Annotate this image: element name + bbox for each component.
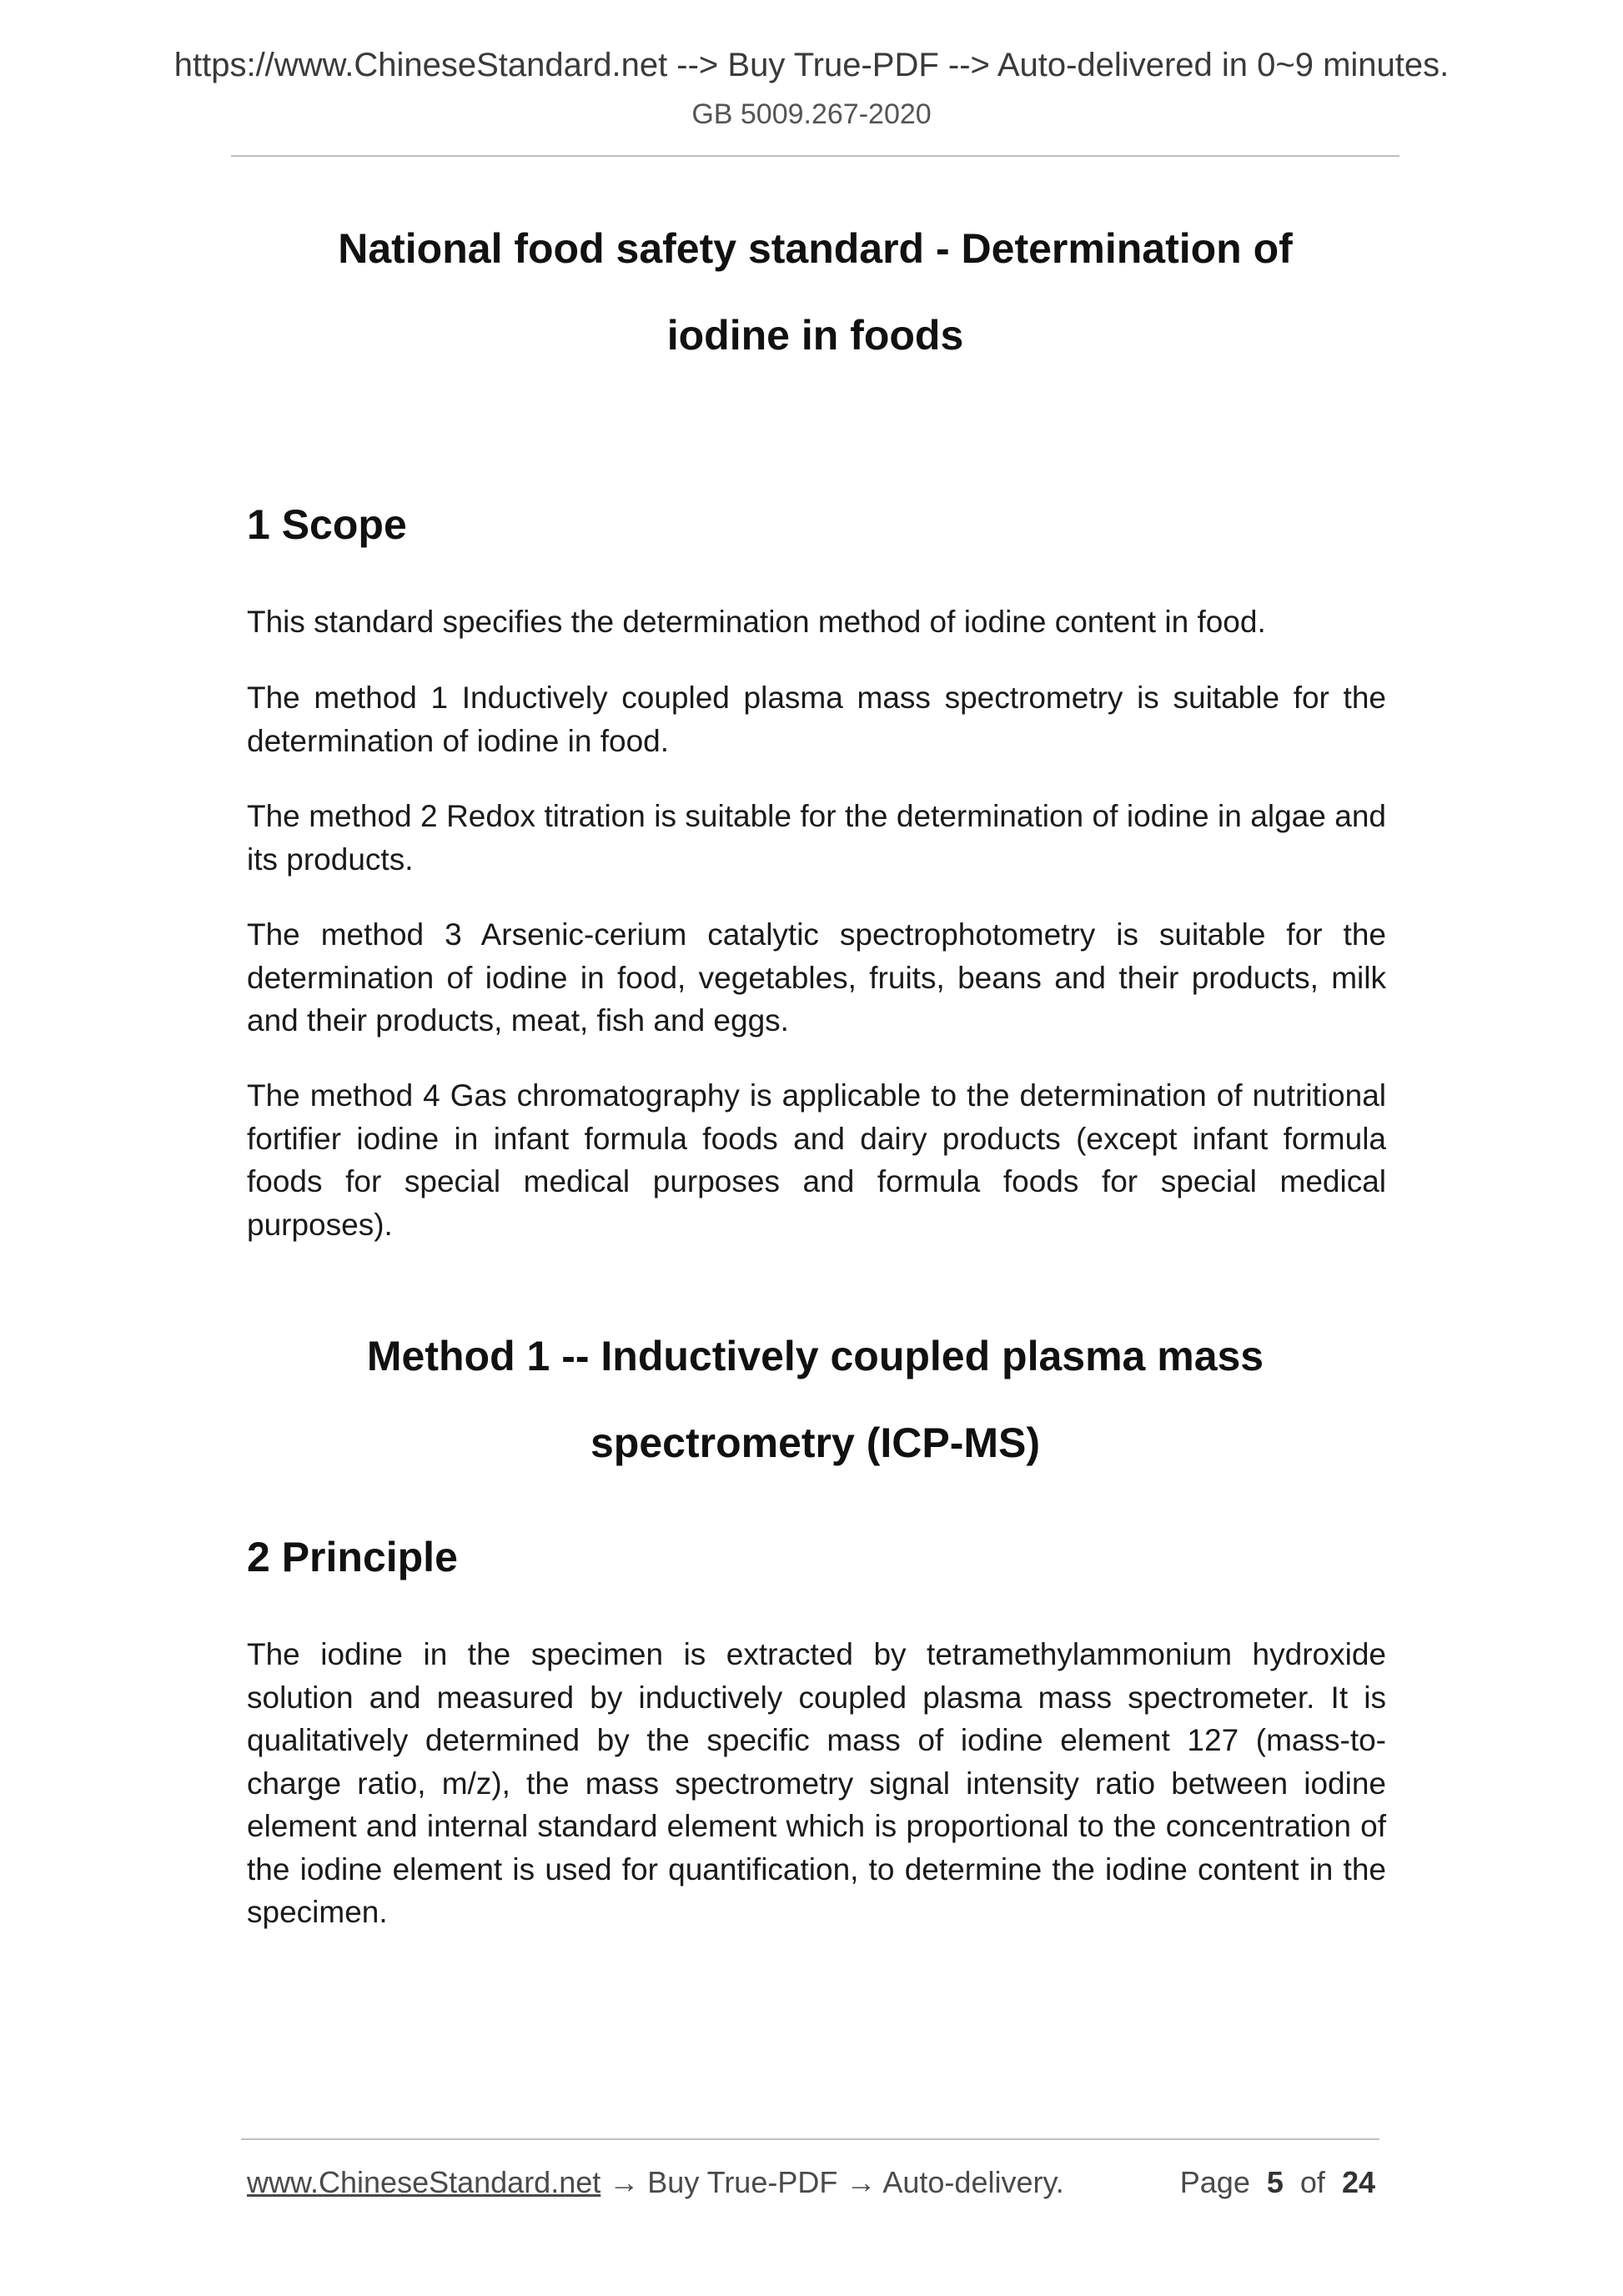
arrow-right-icon: → bbox=[846, 2165, 877, 2199]
principle-heading: 2 Principle bbox=[247, 1534, 458, 1580]
scope-paragraph: This standard specifies the determination method of iodine content in food. bbox=[247, 605, 1266, 639]
standard-code: GB 5009.267-2020 bbox=[691, 98, 932, 130]
footer-promo bbox=[247, 2165, 1064, 2200]
footer-site-link[interactable]: www.ChineseStandard.net bbox=[247, 2165, 601, 2199]
principle-paragraph: The iodine in the specimen is extracted by tetramethylammonium hydroxide solution and measured by inductively coupled plasma mass spectrometer. It is qualitatively determined by the specific mass of iodine element 127 (mass-to-charge ratio, m/z), the mass spectrometry signal intensity ratio between iodine element and internal standard element which is proportional to the concentration of the iodine element is used for quantification, to determine the iodine content in the specimen. bbox=[247, 1637, 1386, 1929]
scope-heading: 1 Scope bbox=[247, 501, 407, 548]
source-banner: https://www.ChineseStandard.net --> Buy True-PDF --> Auto-delivered in 0~9 minutes. bbox=[173, 47, 1450, 83]
scope-paragraph: The method 1 Inductively coupled plasma mass spectrometry is suitable for the determination of iodine in food. bbox=[247, 681, 1386, 758]
page-current: 5 bbox=[1266, 2165, 1284, 2199]
footer-buy-text: Buy True-PDF bbox=[647, 2165, 838, 2199]
scope-paragraph: The method 4 Gas chromatography is applicable to the determination of nutritional fortifier iodine in infant formula foods and dairy products (except infant formula foods for special medical purposes and formula foods for special medical purposes). bbox=[247, 1078, 1386, 1242]
header-divider bbox=[231, 155, 1399, 157]
scope-paragraph: The method 3 Arsenic-cerium catalytic spectrophotometry is suitable for the determination of iodine in food, vegetables, fruits, beans and their products, milk and their products, meat, fish and eggs. bbox=[247, 917, 1386, 1037]
method-1-title bbox=[231, 1313, 1399, 1486]
document-title-line-1: National food safety standard - Determination of bbox=[338, 225, 1293, 272]
arrow-right-icon: → bbox=[609, 2165, 640, 2199]
scope-paragraph: The method 2 Redox titration is suitable for the determination of iodine in algae and its products. bbox=[247, 799, 1386, 877]
method-1-title-line-1: Method 1 -- Inductively coupled plasma mass bbox=[366, 1333, 1264, 1379]
page-label: Page bbox=[1179, 2165, 1250, 2199]
page-indicator bbox=[1180, 2165, 1375, 2200]
document-title bbox=[231, 205, 1399, 379]
page-total: 24 bbox=[1341, 2165, 1375, 2199]
footer-delivery-text: Auto-delivery. bbox=[882, 2165, 1064, 2199]
page-of: of bbox=[1299, 2165, 1325, 2199]
document-title-line-2: iodine in foods bbox=[666, 312, 964, 359]
method-1-title-line-2: spectrometry (ICP-MS) bbox=[590, 1419, 1040, 1466]
footer-divider bbox=[241, 2138, 1379, 2140]
